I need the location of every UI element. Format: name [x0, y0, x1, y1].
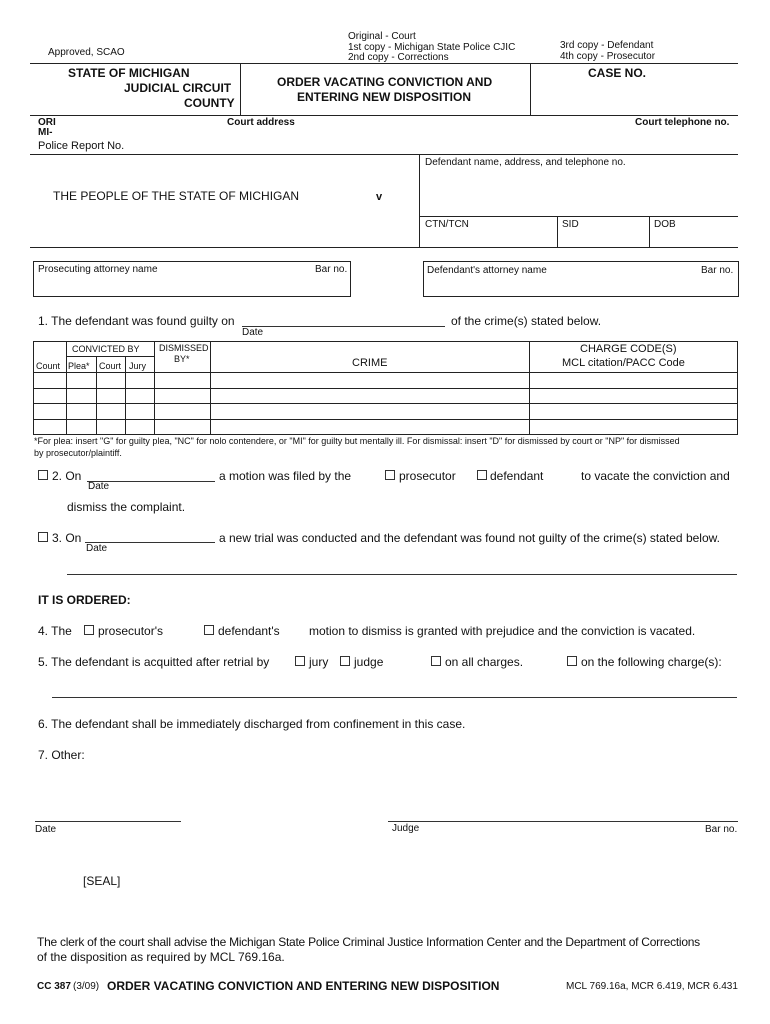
- guilty-date-label: Date: [242, 327, 264, 338]
- defense-attorney-label: Defendant's attorney name: [427, 265, 547, 276]
- police-report-label: Police Report No.: [38, 140, 125, 152]
- item2-filed-text: a motion was filed by the: [219, 469, 352, 483]
- item3-text: a new trial was conducted and the defendant was found not guilty of the crime(s) stated below.: [219, 531, 720, 545]
- item1-text-b: of the crime(s) stated below.: [451, 314, 602, 328]
- people-label: THE PEOPLE OF THE STATE OF MICHIGAN: [53, 189, 300, 203]
- judge-checkbox[interactable]: [340, 656, 350, 666]
- defendant-label: defendant: [490, 469, 544, 483]
- prosecutor-checkbox[interactable]: [385, 470, 395, 480]
- sid-label: SID: [562, 219, 579, 230]
- motion-date-label: Date: [88, 481, 110, 492]
- crime-header: CRIME: [352, 357, 388, 369]
- judge-bar-label: Bar no.: [705, 824, 738, 835]
- item3-on: 3. On: [52, 531, 82, 545]
- jury-label: jury: [309, 655, 329, 669]
- footnote-line1: *For plea: insert "G" for guilty plea, "NC" for nolo contendere, or "MI" for guilty but mentally ill. For dismissal: insert "D" for dismissed by court or "NP" for dismissed: [34, 436, 680, 446]
- state-label: STATE OF MICHIGAN: [68, 66, 190, 80]
- item2-on: 2. On: [52, 469, 82, 483]
- clerk-notice-line1: The clerk of the court shall advise the Michigan State Police Criminal Justice Information Center and the Department of Corrections: [37, 935, 700, 949]
- it-is-ordered-heading: IT IS ORDERED:: [38, 593, 131, 607]
- prosecutors-checkbox[interactable]: [84, 625, 94, 635]
- sign-date-line[interactable]: [35, 821, 181, 822]
- item4-text-b: motion to dismiss is granted with prejudice and the conviction is vacated.: [309, 624, 696, 638]
- judge-label: judge: [354, 655, 384, 669]
- form-number: CC 387: [37, 981, 71, 992]
- court-address-label: Court address: [227, 117, 295, 128]
- ori-label: ORI: [38, 117, 56, 128]
- legal-references: MCL 769.16a, MCR 6.419, MCR 6.431: [566, 981, 738, 992]
- copy-original: Original - Court: [348, 31, 416, 42]
- dismissed-header: DISMISSED: [159, 343, 209, 353]
- prosecutor-bar-label: Bar no.: [315, 264, 348, 275]
- guilty-date-field[interactable]: [242, 326, 445, 327]
- defendants-checkbox[interactable]: [204, 625, 214, 635]
- court-header: Court: [99, 361, 122, 371]
- plea-header: Plea*: [68, 361, 90, 371]
- footer-title: ORDER VACATING CONVICTION AND ENTERING NEW DISPOSITION: [107, 979, 500, 993]
- judge-label: Judge: [392, 823, 420, 834]
- copy-first: 1st copy - Michigan State Police CJIC: [348, 42, 516, 53]
- clerk-notice-line2: of the disposition as required by MCL 769.16a.: [37, 950, 285, 964]
- mcl-header: MCL citation/PACC Code: [562, 357, 685, 369]
- item4-text-a: 4. The: [38, 624, 72, 638]
- copy-third: 3rd copy - Defendant: [560, 40, 654, 51]
- mi-label: MI-: [38, 127, 53, 138]
- footnote-line2: by prosecutor/plaintiff.: [34, 448, 122, 458]
- item5-text: 5. The defendant is acquitted after retrial by: [38, 655, 270, 669]
- seal-label: [SEAL]: [83, 874, 121, 888]
- prosecutor-label: prosecutor: [399, 469, 456, 483]
- item2-checkbox[interactable]: [38, 470, 48, 480]
- case-no-label: CASE NO.: [588, 66, 647, 80]
- item2-vacate-text: to vacate the conviction and: [581, 469, 730, 483]
- defense-bar-label: Bar no.: [701, 265, 734, 276]
- following-charges-checkbox[interactable]: [567, 656, 577, 666]
- item1-text: 1. The defendant was found guilty on: [38, 314, 235, 328]
- approval-text: Approved, SCAO: [48, 47, 125, 58]
- item2-dismiss-text: dismiss the complaint.: [67, 500, 186, 514]
- item3-checkbox[interactable]: [38, 532, 48, 542]
- item5-charges-line[interactable]: [52, 697, 737, 698]
- dismissed-by-header: BY*: [174, 354, 190, 364]
- convicted-by-header: CONVICTED BY: [72, 344, 140, 354]
- versus-label: v: [376, 191, 383, 203]
- charge-codes-header: CHARGE CODE(S): [580, 343, 677, 355]
- judge-signature-line[interactable]: [388, 821, 738, 822]
- copy-second: 2nd copy - Corrections: [348, 52, 449, 63]
- item6-text: 6. The defendant shall be immediately discharged from confinement in this case.: [38, 717, 466, 731]
- form-title-line1: ORDER VACATING CONVICTION AND: [277, 75, 493, 89]
- count-header: Count: [36, 361, 61, 371]
- defendant-info-label: Defendant name, address, and telephone no.: [425, 157, 626, 168]
- dob-label: DOB: [654, 219, 676, 230]
- defendants-label: defendant's: [218, 624, 280, 638]
- following-charges-label: on the following charge(s):: [581, 655, 722, 669]
- prosecutors-label: prosecutor's: [98, 624, 163, 638]
- trial-date-label: Date: [86, 543, 108, 554]
- jury-checkbox[interactable]: [295, 656, 305, 666]
- form-revision: (3/09): [73, 981, 100, 992]
- all-charges-label: on all charges.: [445, 655, 524, 669]
- copy-fourth: 4th copy - Prosecutor: [560, 51, 656, 62]
- prosecutor-name-label: Prosecuting attorney name: [38, 264, 158, 275]
- sign-date-label: Date: [35, 824, 57, 835]
- item3-crimes-line[interactable]: [67, 574, 737, 575]
- all-charges-checkbox[interactable]: [431, 656, 441, 666]
- circuit-label: JUDICIAL CIRCUIT: [124, 81, 232, 95]
- item7-label: 7. Other:: [38, 748, 85, 762]
- county-label: COUNTY: [184, 96, 235, 110]
- ctn-label: CTN/TCN: [425, 219, 469, 230]
- defendant-checkbox[interactable]: [477, 470, 487, 480]
- court-phone-label: Court telephone no.: [635, 117, 730, 128]
- jury-header: Jury: [129, 361, 147, 371]
- form-title-line2: ENTERING NEW DISPOSITION: [297, 90, 472, 104]
